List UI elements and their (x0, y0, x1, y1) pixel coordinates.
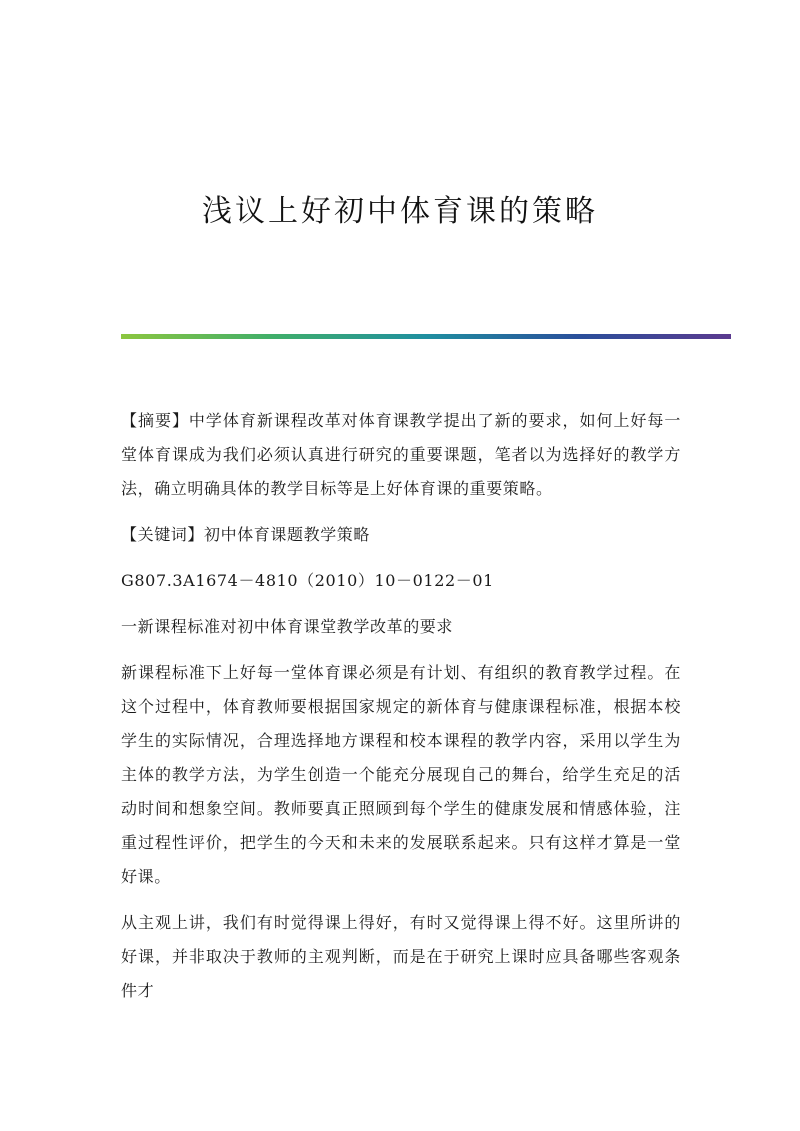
body-paragraph-2: 从主观上讲，我们有时觉得课上得好，有时又觉得课上得不好。这里所讲的好课，并非取决于教师的主观判断，而是在于研究上课时应具备哪些客观条件才 (121, 913, 681, 1000)
keywords-line: 【关键词】初中体育课题教学策略 (121, 525, 371, 544)
abstract-paragraph: 【摘要】中学体育新课程改革对体育课教学提出了新的要求，如何上好每一堂体育课成为我们必须认真进行研究的重要课题，笔者以为选择好的教学方法，确立明确具体的教学目标等是上好体育课的重要策略。 (121, 411, 681, 498)
document-title: 浅议上好初中体育课的策略 (202, 194, 598, 229)
document-body (121, 404, 681, 1020)
classification-line: G807.3A1674－4810（2010）10－0122－01 (121, 571, 494, 590)
section-heading: 一新课程标准对初中体育课堂教学改革的要求 (121, 617, 454, 636)
title-divider (121, 334, 731, 339)
body-paragraph-1: 新课程标准下上好每一堂体育课必须是有计划、有组织的教育教学过程。在这个过程中，体育教师要根据国家规定的新体育与健康课程标准，根据本校学生的实际情况，合理选择地方课程和校本课程的教学内容，采用以学生为主体的教学方法，为学生创造一个能充分展现自己的舞台，给学生充足的活动时间和想象空间。教师要真正照顾到每个学生的健康发展和情感体验，注重过程性评价，把学生的今天和未来的发展联系起来。只有这样才算是一堂好课。 (121, 663, 681, 886)
